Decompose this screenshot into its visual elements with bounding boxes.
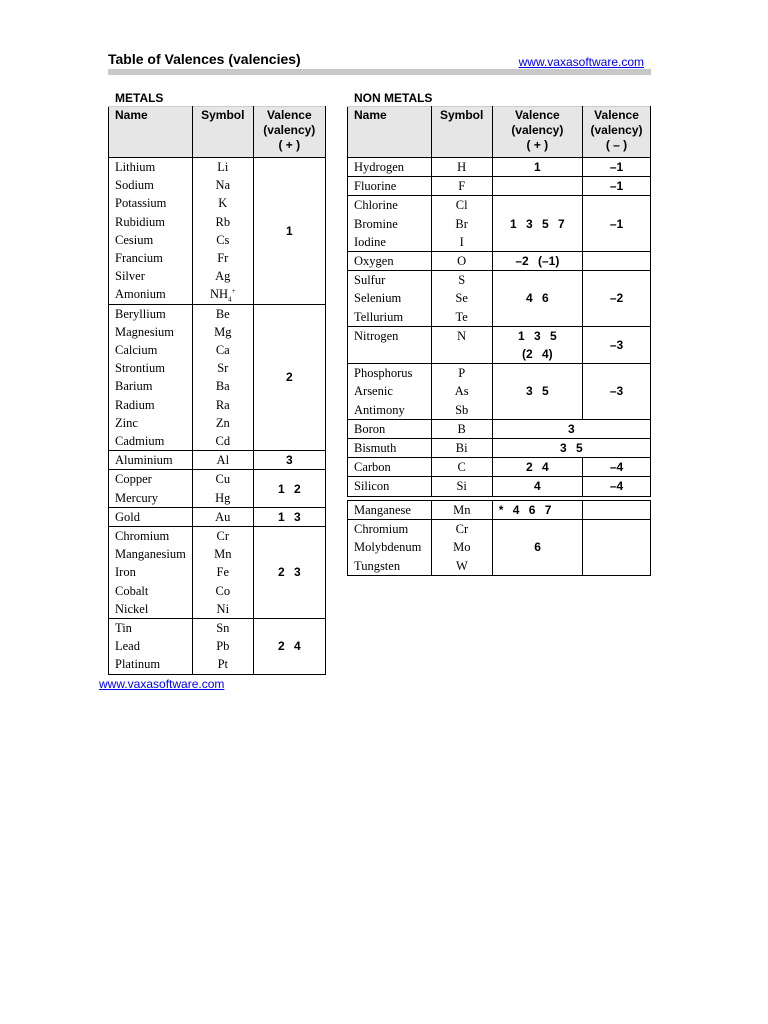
element-name: Phosphorus xyxy=(348,364,432,383)
element-name: Molybdenum xyxy=(348,538,432,556)
element-name: Rubidium xyxy=(109,213,193,231)
header-link[interactable]: www.vaxasoftware.com xyxy=(518,55,644,69)
element-name: Manganesium xyxy=(109,545,193,563)
valence-negative: –1 xyxy=(583,158,651,177)
element-symbol: Rb xyxy=(192,213,253,231)
element-symbol: Li xyxy=(192,158,253,177)
element-name: Lead xyxy=(109,637,193,655)
element-symbol: Ra xyxy=(192,396,253,414)
element-symbol: H xyxy=(431,158,492,177)
element-symbol: Ag xyxy=(192,267,253,285)
table-row xyxy=(348,271,651,290)
transition-table xyxy=(347,500,651,576)
metals-col-valence: Valence (valency) ( + ) xyxy=(253,107,325,158)
valence-positive: (2 4) xyxy=(492,345,582,364)
element-symbol: Al xyxy=(192,451,253,470)
table-row xyxy=(348,252,651,271)
element-symbol: Au xyxy=(192,507,253,526)
table-row xyxy=(109,527,326,546)
element-symbol: Cs xyxy=(192,231,253,249)
element-symbol: Zn xyxy=(192,414,253,432)
element-symbol: Mo xyxy=(431,538,492,556)
valence-negative: –1 xyxy=(583,177,651,196)
element-name: Tungsten xyxy=(348,557,432,576)
element-name: Lithium xyxy=(109,158,193,177)
valence-positive: 1 xyxy=(492,158,582,177)
element-symbol: Cl xyxy=(431,196,492,215)
element-name: Sodium xyxy=(109,176,193,194)
element-name: Francium xyxy=(109,249,193,267)
element-valence: 1 3 xyxy=(253,507,325,526)
valence-positive xyxy=(492,177,582,196)
table-row xyxy=(109,507,326,526)
element-name: Calcium xyxy=(109,341,193,359)
element-valence: 2 xyxy=(253,304,325,451)
element-symbol: Sb xyxy=(431,401,492,420)
element-name: Beryllium xyxy=(109,304,193,323)
element-name xyxy=(348,345,432,364)
element-name: Copper xyxy=(109,470,193,489)
element-symbol: Fe xyxy=(192,563,253,581)
metals-table xyxy=(108,106,326,675)
element-symbol: Sn xyxy=(192,619,253,638)
element-symbol: Mn xyxy=(192,545,253,563)
metals-title: METALS xyxy=(115,91,164,105)
valence-negative: –3 xyxy=(583,326,651,363)
table-row xyxy=(348,196,651,215)
element-name: Gold xyxy=(109,507,193,526)
element-name: Strontium xyxy=(109,359,193,377)
element-name: Radium xyxy=(109,396,193,414)
element-symbol: Si xyxy=(431,477,492,496)
table-row xyxy=(109,470,326,489)
element-name: Aluminium xyxy=(109,451,193,470)
element-symbol: Mn xyxy=(431,501,492,520)
element-symbol: Te xyxy=(431,308,492,327)
element-name: Amonium xyxy=(109,285,193,304)
element-symbol: P xyxy=(431,364,492,383)
element-name: Antimony xyxy=(348,401,432,420)
element-name: Iron xyxy=(109,563,193,581)
nonmetals-col-negative: Valence (valency) ( – ) xyxy=(583,107,651,158)
table-row xyxy=(109,619,326,638)
valence-negative: –4 xyxy=(583,477,651,496)
valence-negative: –4 xyxy=(583,458,651,477)
table-row xyxy=(348,439,651,458)
element-symbol: Be xyxy=(192,304,253,323)
element-symbol: $NH_4^+$ xyxy=(192,285,253,304)
valence-positive: –2 (–1) xyxy=(492,252,582,271)
nonmetals-col-name: Name xyxy=(348,107,432,158)
page-title: Table of Valences (valencies) xyxy=(108,51,301,67)
element-name: Chromium xyxy=(109,527,193,546)
nonmetals-col-symbol: Symbol xyxy=(431,107,492,158)
element-symbol: S xyxy=(431,271,492,290)
element-name: Cadmium xyxy=(109,432,193,451)
element-symbol xyxy=(431,345,492,364)
element-symbol: B xyxy=(431,419,492,438)
metals-col-symbol: Symbol xyxy=(192,107,253,158)
element-name: Mercury xyxy=(109,489,193,508)
element-name: Silicon xyxy=(348,477,432,496)
valence-positive: 2 4 xyxy=(492,458,582,477)
valence-positive: 6 xyxy=(492,520,583,576)
valence-positive: * 4 6 7 xyxy=(492,501,583,520)
nonmetals-col-positive: Valence (valency) ( + ) xyxy=(492,107,582,158)
element-name: Potassium xyxy=(109,194,193,212)
element-name: Barium xyxy=(109,377,193,395)
element-name: Boron xyxy=(348,419,432,438)
element-name: Oxygen xyxy=(348,252,432,271)
element-name: Selenium xyxy=(348,289,432,307)
valence-negative xyxy=(583,252,651,271)
element-name: Bromine xyxy=(348,215,432,233)
element-symbol: Co xyxy=(192,582,253,600)
metals-col-name: Name xyxy=(109,107,193,158)
table-row xyxy=(348,419,651,438)
valence-positive: 1 3 5 xyxy=(492,326,582,345)
nonmetals-title: NON METALS xyxy=(354,91,433,105)
element-symbol: Na xyxy=(192,176,253,194)
element-symbol: Bi xyxy=(431,439,492,458)
element-symbol: C xyxy=(431,458,492,477)
element-symbol: Br xyxy=(431,215,492,233)
table-row xyxy=(109,451,326,470)
element-name: Hydrogen xyxy=(348,158,432,177)
element-symbol: Ca xyxy=(192,341,253,359)
element-name: Silver xyxy=(109,267,193,285)
element-name: Bismuth xyxy=(348,439,432,458)
element-valence: 1 xyxy=(253,158,325,305)
element-name: Tellurium xyxy=(348,308,432,327)
element-name: Sulfur xyxy=(348,271,432,290)
table-row xyxy=(348,177,651,196)
table-row xyxy=(348,501,651,520)
valence-positive: 3 5 xyxy=(492,439,650,458)
element-name: Nitrogen xyxy=(348,326,432,345)
element-symbol: O xyxy=(431,252,492,271)
table-row xyxy=(348,326,651,345)
element-symbol: Sr xyxy=(192,359,253,377)
element-name: Magnesium xyxy=(109,323,193,341)
element-symbol: F xyxy=(431,177,492,196)
table-row xyxy=(109,304,326,323)
valence-positive: 4 xyxy=(492,477,582,496)
element-name: Zinc xyxy=(109,414,193,432)
nonmetals-table xyxy=(347,106,651,497)
element-symbol: Cr xyxy=(192,527,253,546)
footer-link[interactable]: www.vaxasoftware.com xyxy=(99,677,225,691)
valence-negative: –3 xyxy=(583,364,651,420)
element-symbol: N xyxy=(431,326,492,345)
element-name: Carbon xyxy=(348,458,432,477)
element-name: Platinum xyxy=(109,655,193,674)
element-symbol: K xyxy=(192,194,253,212)
element-name: Tin xyxy=(109,619,193,638)
valence-negative xyxy=(583,520,651,576)
valence-positive: 3 xyxy=(492,419,650,438)
element-symbol: Ba xyxy=(192,377,253,395)
element-symbol: Ni xyxy=(192,600,253,619)
element-symbol: Mg xyxy=(192,323,253,341)
element-symbol: I xyxy=(431,233,492,252)
valence-negative xyxy=(583,501,651,520)
element-name: Arsenic xyxy=(348,382,432,400)
element-symbol: Pb xyxy=(192,637,253,655)
valence-positive: 3 5 xyxy=(492,364,582,420)
table-row xyxy=(348,158,651,177)
element-name: Chlorine xyxy=(348,196,432,215)
element-name: Cobalt xyxy=(109,582,193,600)
valence-positive: 1 3 5 7 xyxy=(492,196,582,252)
element-valence: 2 3 xyxy=(253,527,325,619)
valence-negative: –1 xyxy=(583,196,651,252)
element-symbol: Cr xyxy=(431,520,492,539)
title-rule xyxy=(108,69,651,75)
element-symbol: Se xyxy=(431,289,492,307)
valence-positive: 4 6 xyxy=(492,271,582,327)
element-symbol: Pt xyxy=(192,655,253,674)
table-row xyxy=(348,477,651,496)
element-name: Cesium xyxy=(109,231,193,249)
element-name: Manganese xyxy=(348,501,432,520)
element-symbol: Cd xyxy=(192,432,253,451)
table-row xyxy=(348,364,651,383)
element-symbol: Fr xyxy=(192,249,253,267)
valence-negative: –2 xyxy=(583,271,651,327)
element-name: Fluorine xyxy=(348,177,432,196)
element-symbol: Hg xyxy=(192,489,253,508)
element-valence: 3 xyxy=(253,451,325,470)
element-name: Iodine xyxy=(348,233,432,252)
table-row xyxy=(109,158,326,177)
element-name: Chromium xyxy=(348,520,432,539)
element-symbol: Cu xyxy=(192,470,253,489)
table-row xyxy=(348,458,651,477)
element-symbol: W xyxy=(431,557,492,576)
element-name: Nickel xyxy=(109,600,193,619)
element-valence: 2 4 xyxy=(253,619,325,675)
element-symbol: As xyxy=(431,382,492,400)
element-valence: 1 2 xyxy=(253,470,325,507)
table-row xyxy=(348,520,651,539)
